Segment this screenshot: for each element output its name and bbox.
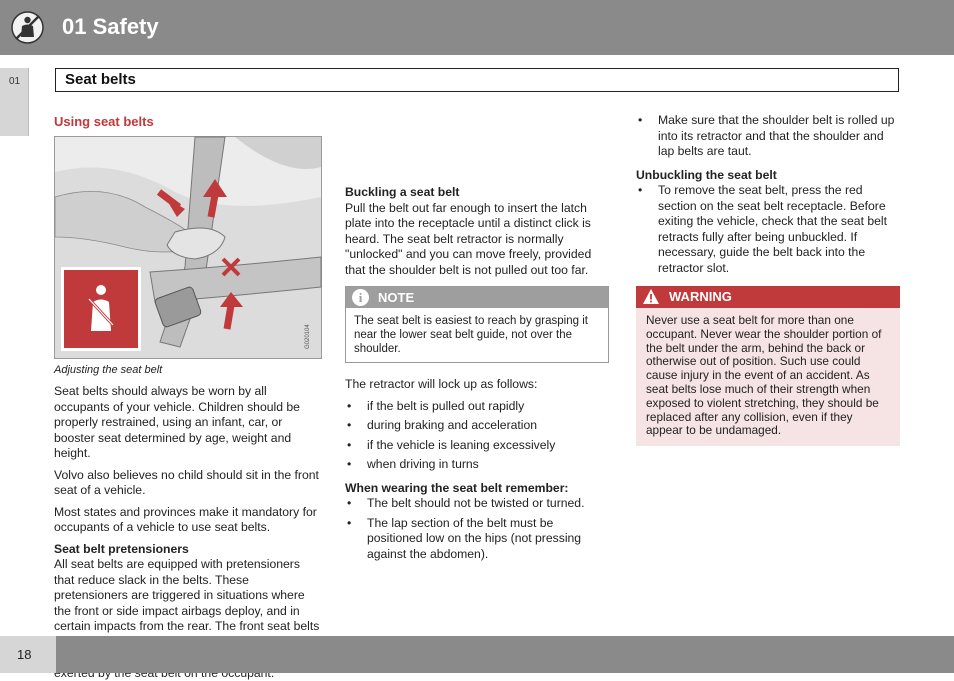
warning-triangle-icon [642,288,660,305]
note-box [345,286,609,363]
info-icon: i [352,289,369,306]
list-item: • To remove the seat belt, press the red section on the seat belt receptacle. Before exiting the vehicle, check that the seat belt retracts fully after being unbuckled. If necessary, guide the belt back into the retractor slot. [636,183,900,276]
header-bar [0,0,954,55]
paragraph-retractor: The retractor will lock up as follows: [345,377,538,391]
section-title: Seat belts [65,71,136,88]
seatbelt-logo-icon [11,11,44,44]
footer-bar [56,636,954,673]
paragraph-buckling: Pull the belt out far enough to insert the latch plate into the receptacle until a distinct click is heard. The seat belt retractor is normally "unlocked" and you can move freely, provided that the shoulder belt is not pulled out too far. [345,200,592,277]
paragraph-pretensioners: All seat belts are equipped with pretensioners that reduce slack in the belts. These pretensioners are triggered in situations where the front or side impact airbags deploy, and in certain impacts from the rear. The front seat belts [54,557,320,633]
chapter-tab [0,68,29,136]
seat-belt-illustration [55,137,321,358]
heading-pretensioners: Seat belt pretensioners [54,541,189,556]
note-header [346,287,608,308]
list-item: • The belt should not be twisted or turned. [345,496,609,512]
chapter-title: 01 Safety [62,14,159,39]
list-item: • The lap section of the belt must be positioned low on the hips (not pressing against the abdomen). [345,516,609,563]
heading-buckling: Buckling a seat belt [345,185,460,199]
page-number-box [0,636,56,673]
figure-code: G020104 [305,323,311,349]
shoulder-list [636,113,900,160]
column-2 [345,185,609,568]
list-item: • during braking and acceleration [345,418,609,434]
list-item: • if the belt is pulled out rapidly [345,399,609,415]
chapter-tab-label: 01 [9,76,21,87]
heading-unbuckling: Unbuckling the seat belt [636,167,777,182]
paragraph: Most states and provinces make it mandatory for occupants of a vehicle to use seat belts. [54,504,317,534]
page-number: 18 [17,647,32,662]
heading-remember: When wearing the seat belt remember: [345,480,569,495]
figure-caption: Adjusting the seat belt [54,363,163,376]
warning-box [636,286,900,446]
paragraph: Seat belts should always be worn by all occupants of your vehicle. Children should be properly restrained, using an infant, car, or booster seat determined by age, weight and height. [54,384,300,460]
lock-list [345,399,609,473]
unbuckling-list [636,183,900,276]
warning-label: WARNING [669,289,732,304]
column-1 [54,114,322,633]
section-header [55,68,899,92]
remember-list [345,496,609,562]
heading-using-seat-belts: Using seat belts [54,114,154,129]
column-3 [636,113,900,446]
warning-text: Never use a seat belt for more than one occupant. Never wear the shoulder portion of the belt under the arm, behind the back or otherwise out of position. Such use could cause injury in the event of an accident. As seat belts lose much of their strength when exposed to violent stretching, they should be replaced after any collision, even if they appear to be undamaged. [646,313,882,438]
note-label: NOTE [378,290,415,305]
list-item: • Make sure that the shoulder belt is rolled up into its retractor and that the shoulder and lap belts are taut. [636,113,900,160]
note-text: The seat belt is easiest to reach by grasping it near the lower seat belt guide, not over the shoulder. [354,315,588,355]
list-item: • if the vehicle is leaning excessively [345,438,609,454]
seat-belt-figure [54,136,322,359]
warning-header [636,286,900,308]
paragraph: Volvo also believes no child should sit in the front seat of a vehicle. [54,467,319,497]
list-item: • when driving in turns [345,457,609,473]
